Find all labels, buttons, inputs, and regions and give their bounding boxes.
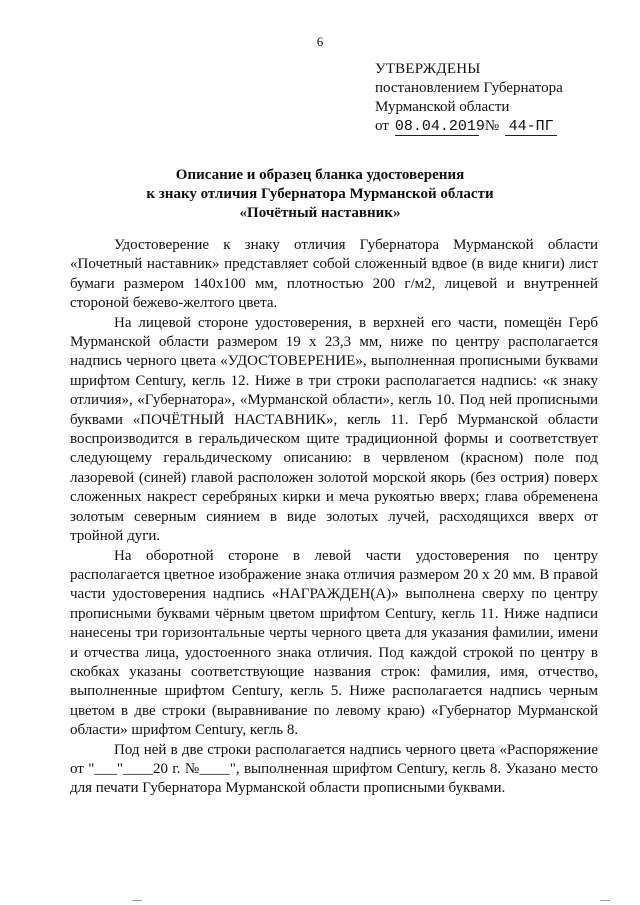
- document-title: [70, 166, 570, 223]
- approval-heading: УТВЕРЖДЕНЫ: [375, 61, 481, 77]
- title-line-1: Описание и образец бланка удостоверения: [175, 167, 465, 183]
- title-line-2: к знаку отличия Губернатора Мурманской области: [146, 186, 494, 202]
- paragraph-4: Под ней в две строки располагается надпись черного цвета «Распоряжение от "___"____20 г. №____", выполненная шрифтом Century, кегль 8. Указано место для печати Губернатора Мурманской области прописными буквами.: [70, 741, 598, 797]
- approval-number-prefix: №: [484, 118, 500, 134]
- approval-line-2: Мурманской области: [375, 99, 510, 115]
- paragraph-2: На лицевой стороне удостоверения, в верхней его части, помещён Герб Мурманской области размером 19 х 23,3 мм, ниже по центру располагается надпись черного цвета «УДОСТОВЕРЕНИЕ», выполненная прописными буквами шрифтом Century, кегль 12. Ниже в три строки располагается надпись: «к знаку отличия», «Губернатора», «Мурманской области», кегль 10. Под ней прописными буквами «ПОЧЁТНЫЙ НАСТАВНИК», кегль 11. Герб Мурманской области воспроизводится в геральдическом щите традиционной формы и соответствует следующему геральдическому описанию: в червленом (красном) поле под лазоревой (синей) главой расположен золотой морской якорь (без острия) поверх сложенных накрест серебряных кирки и меча рукоятью вверх; глава обременена золотым северным сиянием в виде золотых лучей, расходящихся вверх от тройной дуги.: [70, 314, 598, 545]
- document-body: [70, 236, 598, 799]
- paragraph-1: Удостоверение к знаку отличия Губернатора Мурманской области «Почетный наставник» представляет собой сложенный вдвое (в виде книги) лист бумаги размером 140x100 мм, плотностью 200 г/м2, лицевой и внутренней стороной бежево-желтого цвета.: [70, 237, 598, 312]
- approval-stamp: [375, 60, 620, 136]
- approval-date-line: [375, 117, 620, 136]
- approval-date-prefix: от: [375, 118, 389, 134]
- page-number: 6: [316, 34, 324, 49]
- approval-line-1: постановлением Губернатора: [375, 80, 563, 96]
- scan-artifact: [600, 900, 610, 901]
- approval-number-value: 44-ПГ: [505, 118, 557, 136]
- paragraph-3: На оборотной стороне в левой части удостоверения по центру располагается цветное изображение знака отличия размером 20 х 20 мм. В правой части удостоверения надпись «НАГРАЖДЕН(А)» выполнена сверху по центру прописными буквами чёрным цветом шрифтом Century, кегль 11. Ниже надписи нанесены три горизонтальные черты черного цвета для указания фамилии, имени и отчества лица, удостоенного знака отличия. Под каждой строкой по центру в скобках указаны соответствующие названия строк: фамилия, имя, отчество, выполненные шрифтом Century, кегль 5. Ниже располагается надпись черным цветом в две строки (выравнивание по левому краю) «Губернатор Мурманской области» шрифтом Century, кегль 8.: [70, 547, 598, 739]
- title-line-3: «Почётный наставник»: [239, 205, 401, 221]
- scan-artifact: [132, 900, 142, 901]
- approval-date-value: 08.04.2019: [394, 118, 485, 135]
